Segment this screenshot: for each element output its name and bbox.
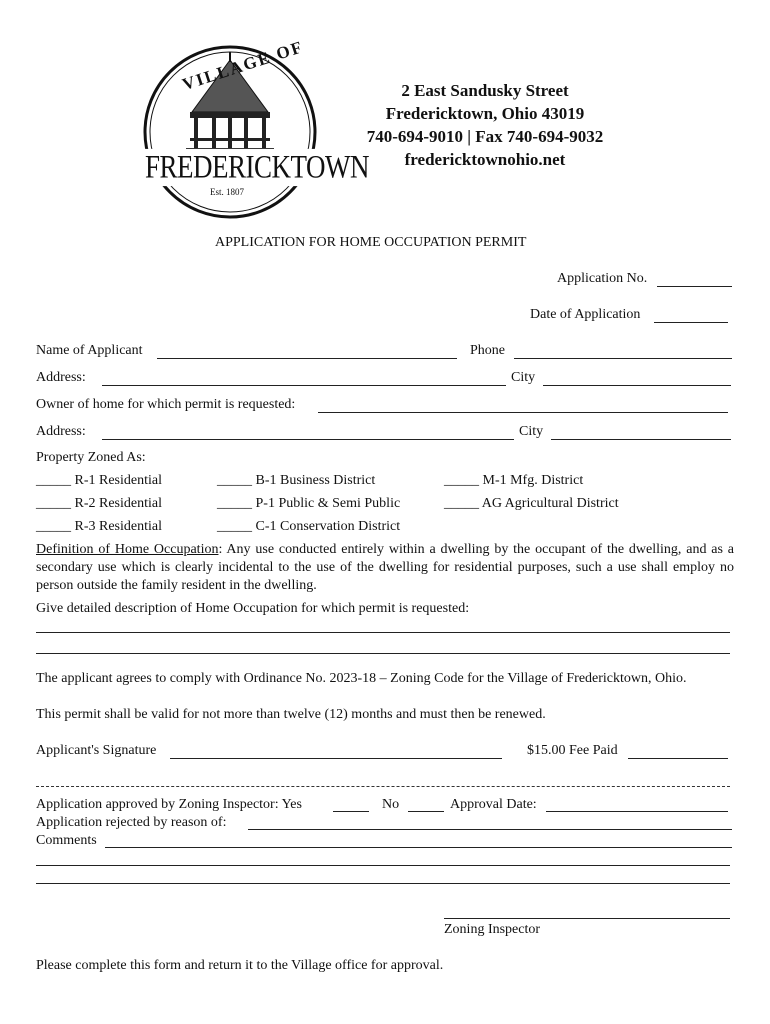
application-no-label: Application No. [557, 271, 648, 286]
footer-instructions: Please complete this form and return it to the Village office for approval. [36, 958, 444, 973]
inspector-signature-field[interactable] [444, 918, 730, 919]
zone-p1-label: P-1 Public & Semi Public [255, 496, 401, 511]
zone-m1-label: M-1 Mfg. District [482, 473, 584, 488]
zone-r3[interactable] [36, 519, 162, 535]
name-field[interactable] [157, 358, 457, 359]
zone-r1[interactable] [36, 473, 162, 489]
phone-fax: 740-694-9010 | Fax 740-694-9032 [366, 127, 604, 146]
address2-field[interactable] [102, 439, 514, 440]
approved-no-field[interactable] [408, 811, 444, 812]
description-line-2[interactable] [36, 653, 730, 654]
zone-c1-blank[interactable]: _____ [217, 519, 252, 534]
seal-name: FREDERICKTOWN [145, 148, 370, 185]
zone-r2-label: R-2 Residential [74, 496, 162, 511]
zone-r1-blank[interactable]: _____ [36, 473, 71, 488]
zone-b1-label: B-1 Business District [255, 473, 376, 488]
zone-r2[interactable] [36, 496, 162, 512]
approval-date-field[interactable] [546, 811, 728, 812]
no-label: No [382, 797, 400, 812]
comments-line-3[interactable] [36, 883, 730, 884]
separator-line [36, 786, 730, 787]
zone-c1-label: C-1 Conservation District [255, 519, 401, 534]
owner-label: Owner of home for which permit is requested: [36, 397, 296, 412]
phone-field[interactable] [514, 358, 732, 359]
approved-label: Application approved by Zoning Inspector: Yes [36, 797, 302, 812]
definition-text: : Any use conducted entirely within a dwelling by the occupant of the dwelling, and as a secondary use which is clearly incidental to the use of the dwelling for residential purposes, such a use shall employ no person outside the family resident in the dwelling. [36, 542, 734, 593]
zone-ag-label: AG Agricultural District [481, 496, 619, 511]
city-field[interactable] [543, 385, 731, 386]
fee-label: $15.00 Fee Paid [527, 743, 618, 758]
zone-r3-blank[interactable]: _____ [36, 519, 71, 534]
city2-field[interactable] [551, 439, 731, 440]
zone-c1[interactable] [217, 519, 400, 535]
definition-paragraph [36, 541, 734, 595]
street-address: 2 East Sandusky Street [401, 81, 569, 100]
city2-label: City [519, 424, 544, 439]
zone-ag-blank[interactable]: _____ [444, 496, 479, 511]
owner-field[interactable] [318, 412, 728, 413]
zone-r3-label: R-3 Residential [74, 519, 162, 534]
rejected-label: Application rejected by reason of: [36, 815, 227, 830]
city-label: City [511, 370, 536, 385]
definition-term: Definition of Home Occupation [36, 542, 219, 557]
approved-yes-field[interactable] [333, 811, 369, 812]
address2-label: Address: [36, 424, 86, 439]
zone-r1-label: R-1 Residential [74, 473, 162, 488]
zone-b1[interactable] [217, 473, 375, 489]
comments-line-2[interactable] [36, 865, 730, 866]
approval-date-label: Approval Date: [450, 797, 537, 812]
zone-p1-blank[interactable]: _____ [217, 496, 252, 511]
website[interactable]: fredericktownohio.net [404, 150, 566, 169]
form-title: APPLICATION FOR HOME OCCUPATION PERMIT [215, 235, 527, 250]
phone-label: Phone [470, 343, 505, 358]
valid-text: This permit shall be valid for not more than twelve (12) months and must then be renewed. [36, 707, 546, 722]
date-field[interactable] [654, 322, 728, 323]
city-state-zip: Fredericktown, Ohio 43019 [385, 104, 585, 123]
comply-text: The applicant agrees to comply with Ordinance No. 2023-18 – Zoning Code for the Village of Fredericktown, Ohio. [36, 671, 687, 686]
zone-ag[interactable] [444, 496, 619, 512]
name-label: Name of Applicant [36, 343, 143, 358]
zone-m1-blank[interactable]: _____ [444, 473, 479, 488]
description-label: Give detailed description of Home Occupation for which permit is requested: [36, 601, 470, 616]
inspector-label: Zoning Inspector [444, 922, 541, 937]
zone-r2-blank[interactable]: _____ [36, 496, 71, 511]
rejected-field[interactable] [248, 829, 732, 830]
signature-label: Applicant's Signature [36, 743, 157, 758]
signature-field[interactable] [170, 758, 502, 759]
zone-p1[interactable] [217, 496, 400, 512]
zoned-label: Property Zoned As: [36, 450, 146, 465]
description-line-1[interactable] [36, 632, 730, 633]
seal-top-text: VILLAGE OF [180, 36, 306, 95]
address-field[interactable] [102, 385, 506, 386]
fee-field[interactable] [628, 758, 728, 759]
zone-m1[interactable] [444, 473, 583, 489]
comments-label: Comments [36, 833, 97, 848]
comments-line-1[interactable] [105, 847, 732, 848]
address-label: Address: [36, 370, 86, 385]
zone-b1-blank[interactable]: _____ [217, 473, 252, 488]
application-no-field[interactable] [657, 286, 732, 287]
seal-established: Est. 1807 [210, 187, 245, 197]
date-label: Date of Application [530, 307, 641, 322]
